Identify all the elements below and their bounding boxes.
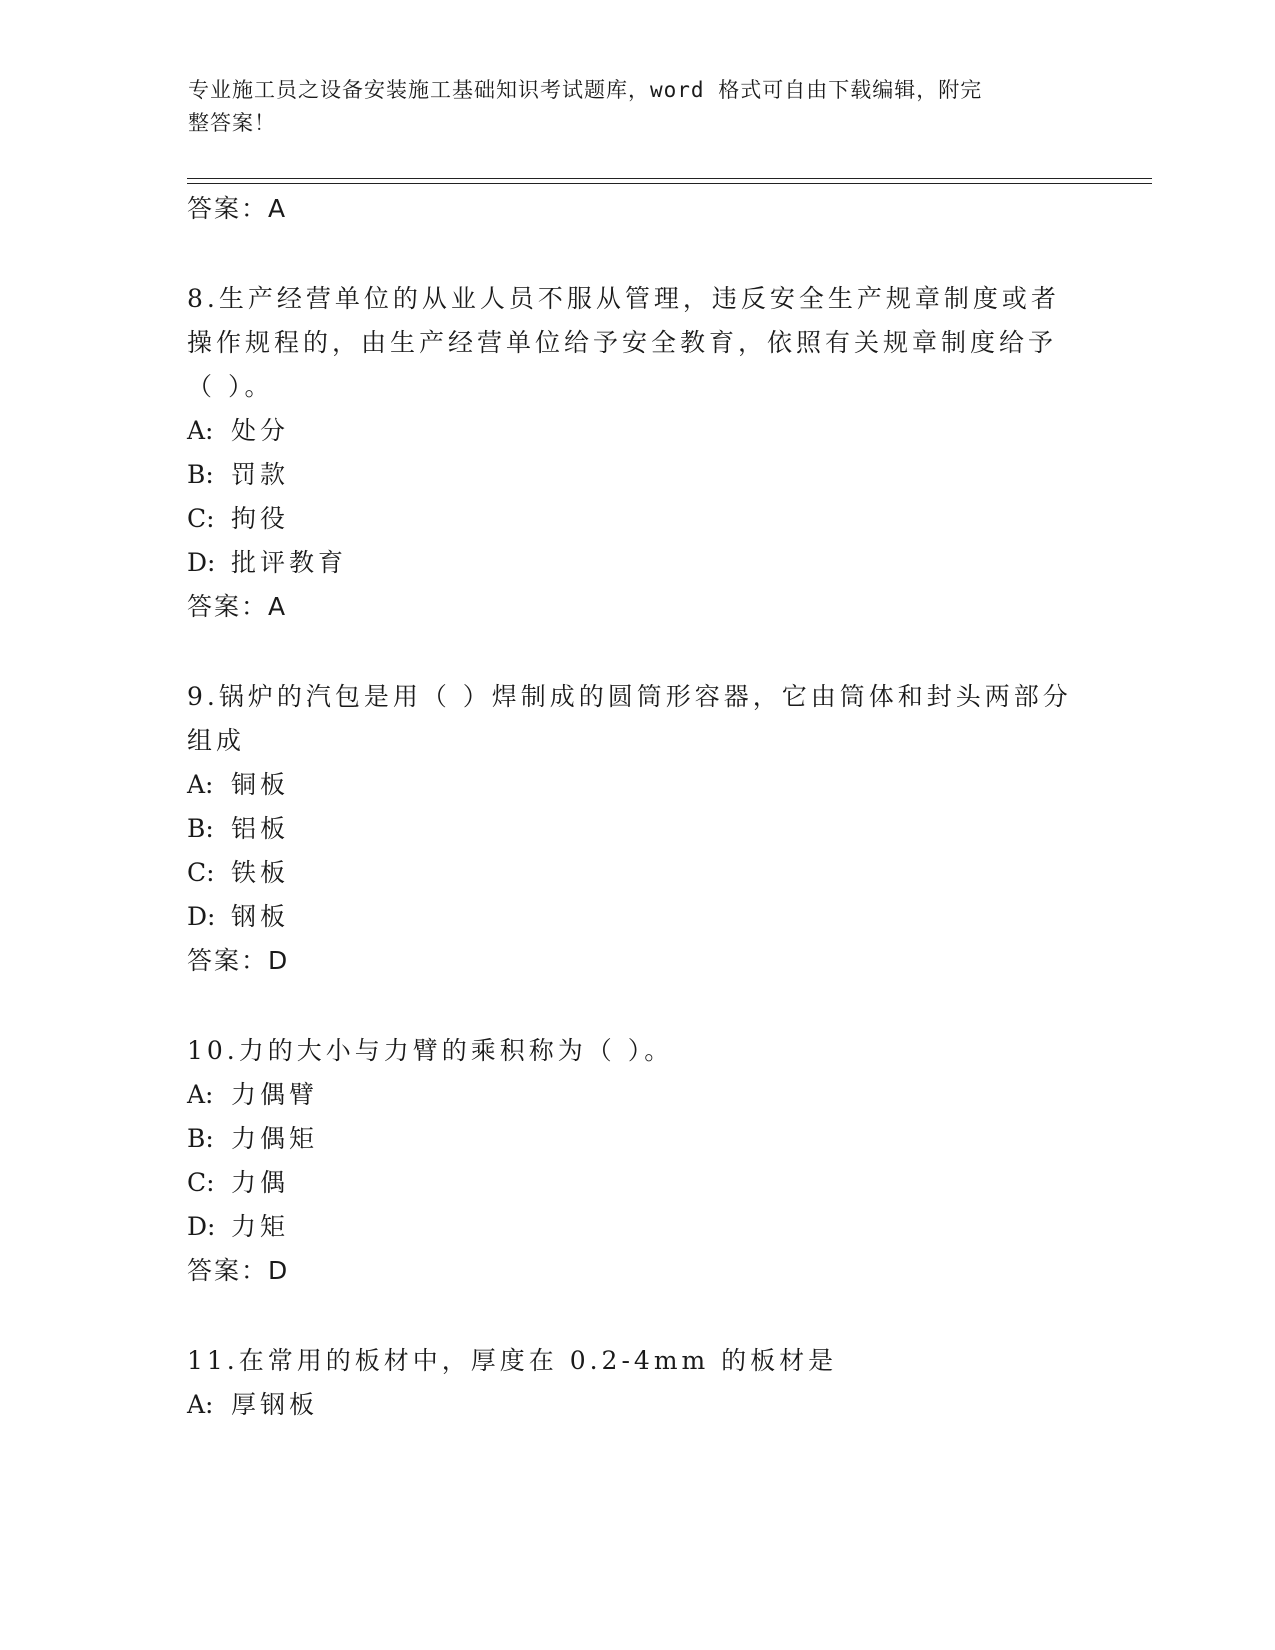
option-text: 批评教育 (231, 548, 348, 577)
option-label: B: (187, 1124, 214, 1153)
question-10-option-a (187, 1078, 318, 1112)
question-10-answer: 答案：D (187, 1256, 290, 1285)
question-8-stem-2: 操作规程的，由生产经营单位给予安全教育，依照有关规章制度给予 (187, 328, 1058, 357)
question-9-stem-1: 9.锅炉的汽包是用（ ）焊制成的圆筒形容器，它由筒体和封头两部分 (187, 682, 1072, 711)
document-header (188, 74, 1068, 140)
option-text: 铜板 (231, 770, 290, 799)
question-8-stem-1: 8.生产经营单位的从业人员不服从管理，违反安全生产规章制度或者 (187, 284, 1060, 313)
question-9-option-d (187, 900, 289, 934)
question-10-option-b (187, 1122, 318, 1156)
question-10-option-d (187, 1210, 289, 1244)
option-label: A: (187, 770, 214, 799)
option-text: 钢板 (231, 902, 290, 931)
option-text: 力矩 (231, 1212, 290, 1241)
question-8-option-c (187, 502, 289, 536)
option-label: D: (187, 548, 216, 577)
question-8-option-a (187, 414, 289, 448)
option-text: 力偶 (231, 1168, 290, 1197)
header-line-1: 专业施工员之设备安装施工基础知识考试题库，word 格式可自由下载编辑，附完 (188, 78, 983, 102)
option-label: D: (187, 902, 216, 931)
question-8-answer: 答案：A (187, 592, 288, 621)
question-10-option-c (187, 1166, 289, 1200)
option-label: B: (187, 460, 214, 489)
option-text: 罚款 (231, 460, 290, 489)
question-9-option-b (187, 812, 289, 846)
option-label: C: (187, 858, 215, 887)
option-text: 铝板 (231, 814, 290, 843)
question-9-answer: 答案：D (187, 946, 290, 975)
option-text: 力偶臂 (231, 1080, 319, 1109)
question-9-option-c (187, 856, 289, 890)
option-text: 拘役 (231, 504, 290, 533)
option-text: 厚钢板 (231, 1390, 319, 1419)
header-rule-bottom (187, 183, 1152, 184)
answer-prev: 答案：A (187, 194, 288, 223)
option-label: A: (187, 1390, 214, 1419)
question-9-stem-2: 组成 (187, 726, 246, 755)
option-label: C: (187, 504, 215, 533)
question-8-option-d (187, 546, 347, 580)
question-11-option-a (187, 1388, 318, 1422)
option-text: 力偶矩 (231, 1124, 319, 1153)
question-9-option-a (187, 768, 289, 802)
option-label: A: (187, 1080, 214, 1109)
option-text: 处分 (231, 416, 290, 445)
header-rule-top (187, 178, 1152, 179)
option-label: B: (187, 814, 214, 843)
option-label: D: (187, 1212, 216, 1241)
question-8-option-b (187, 458, 289, 492)
question-10-stem-1: 10.力的大小与力臂的乘积称为（ ）。 (187, 1036, 674, 1065)
option-label: A: (187, 416, 214, 445)
question-11-stem-1: 11.在常用的板材中，厚度在 0.2-4mm 的板材是 (187, 1346, 838, 1375)
option-text: 铁板 (231, 858, 290, 887)
option-label: C: (187, 1168, 215, 1197)
question-8-stem-3: （ ）。 (187, 372, 274, 401)
header-line-2: 整答案！ (188, 111, 276, 135)
